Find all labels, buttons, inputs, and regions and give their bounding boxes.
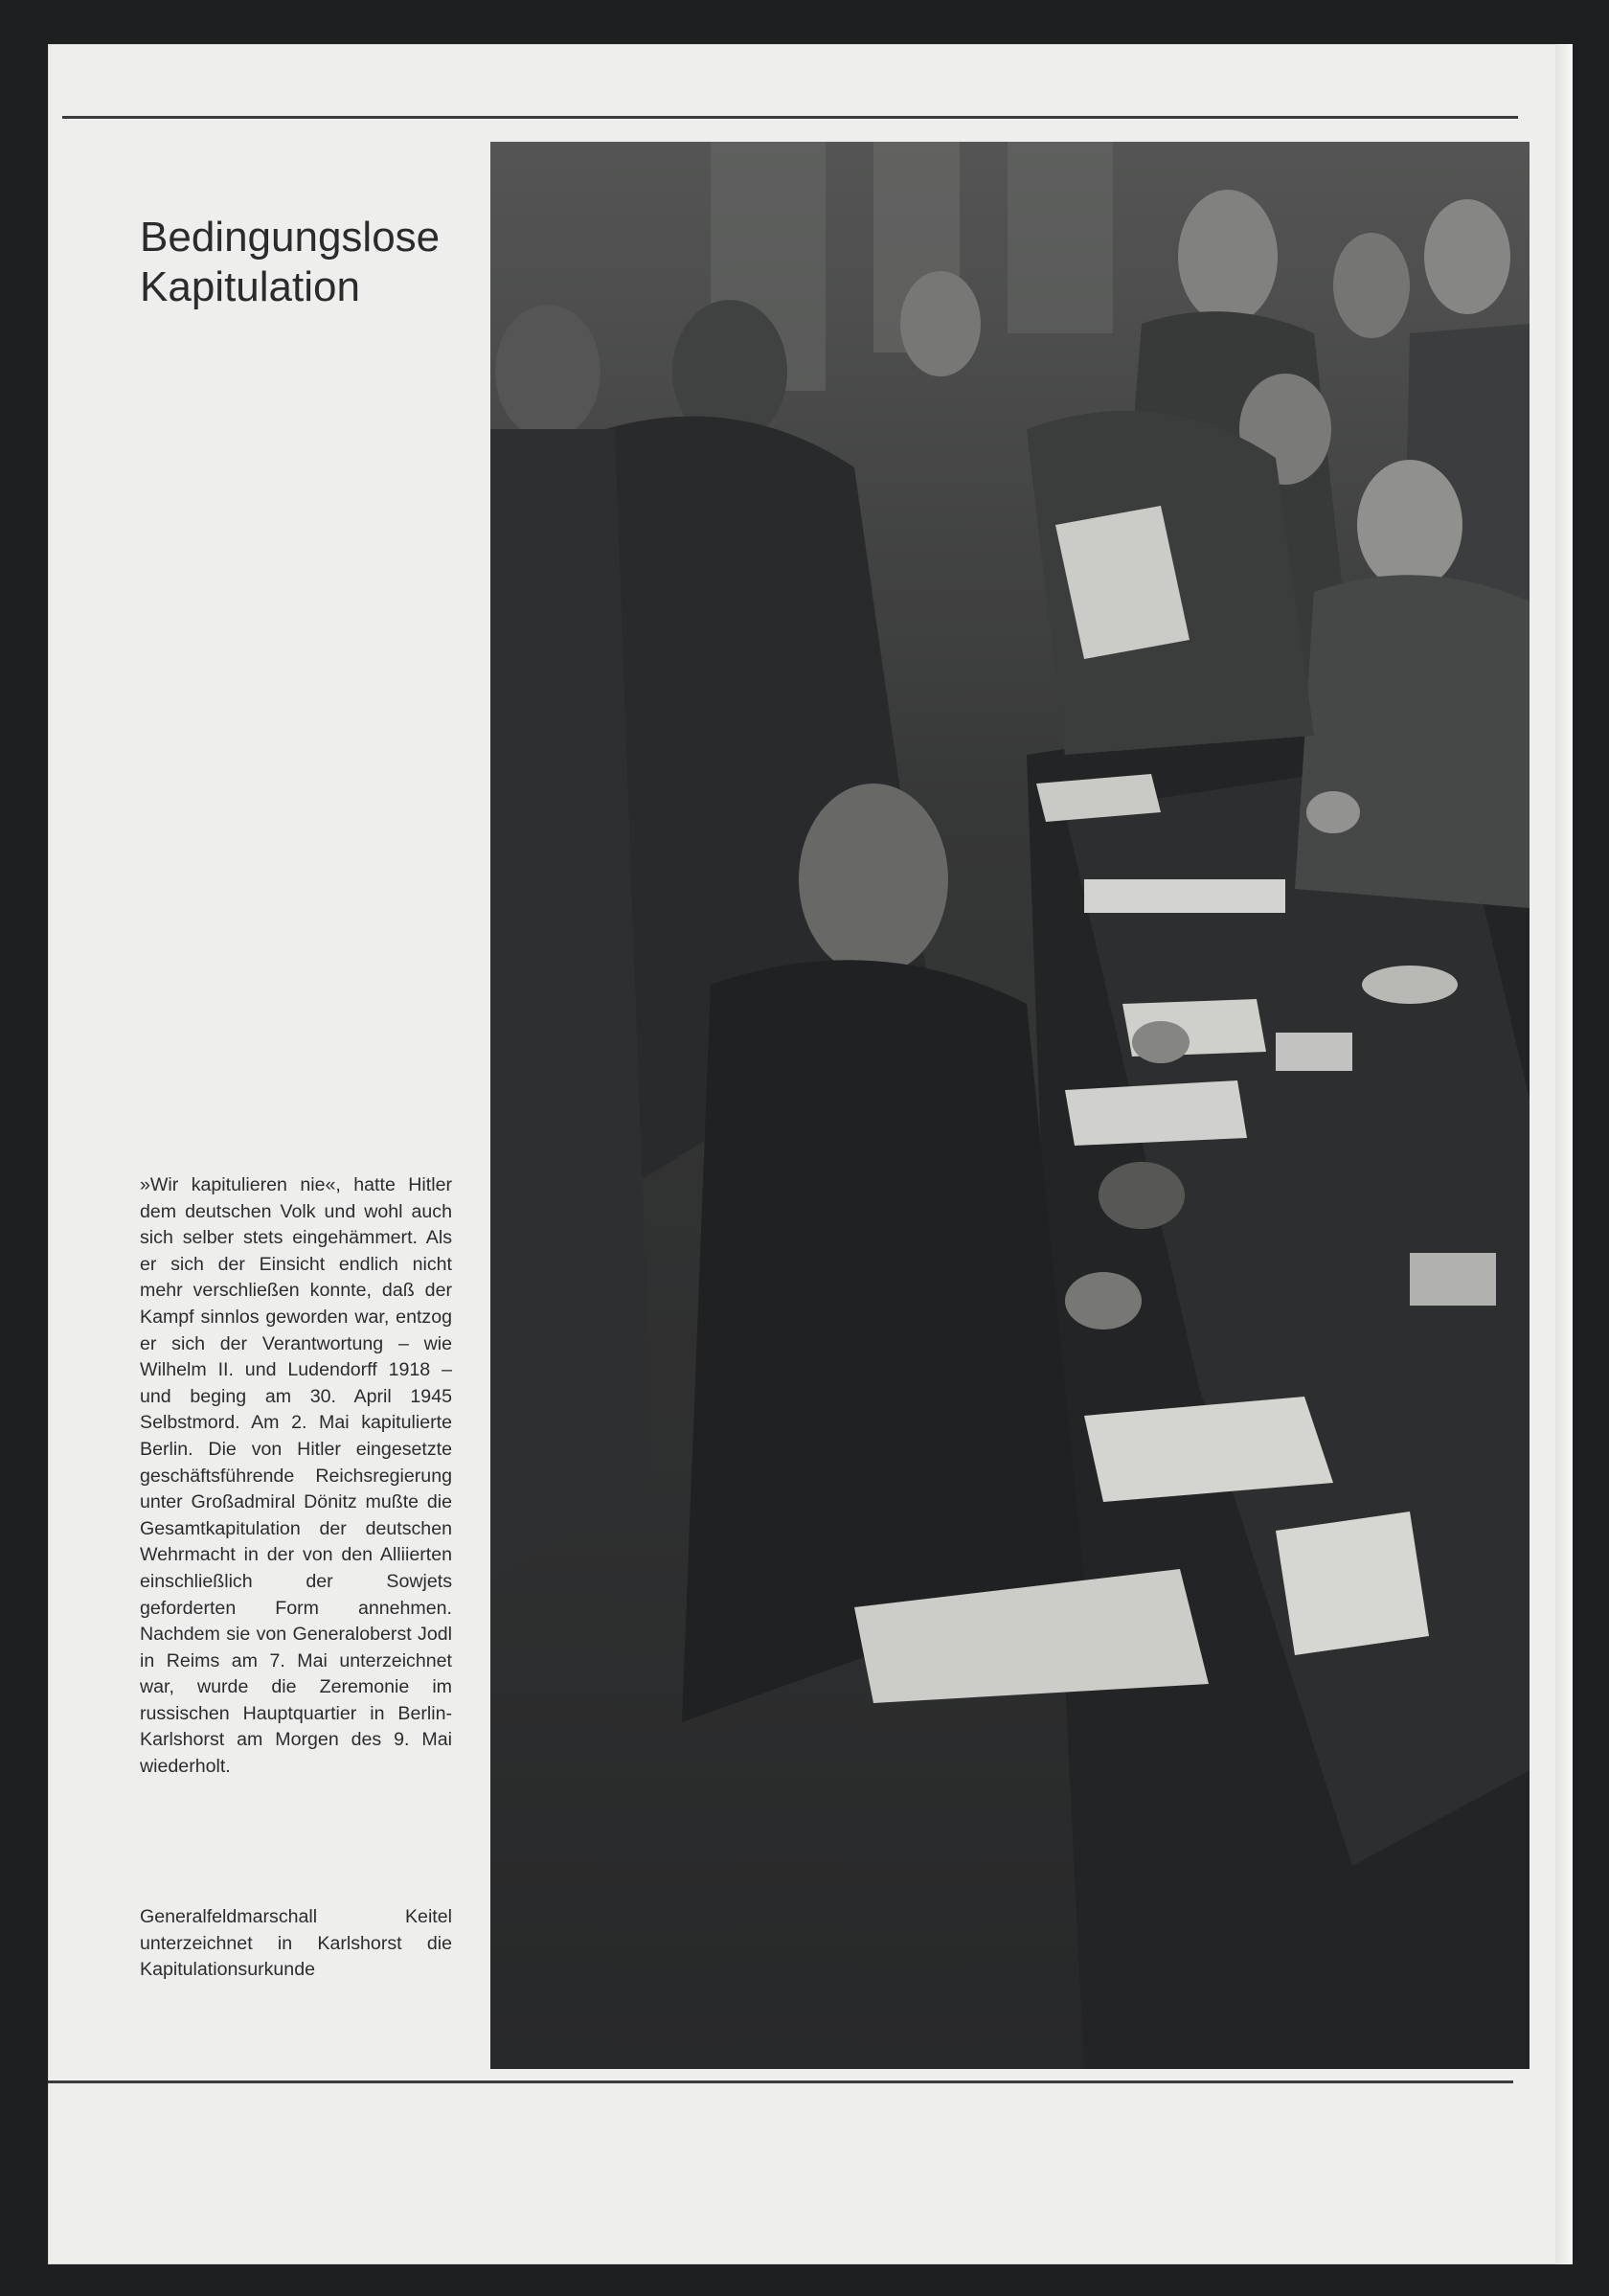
body-text: »Wir kapitulieren nie«, hatte Hitler dem deutschen Volk und wohl auch sich selber stets eingehämmert. Als er sich der Einsicht endlich nicht mehr verschließen konnte, daß der Kampf sinnlos geworden war, entzog er sich der Verantwortung – wie Wilhelm II. und Ludendorff 1918 – und beging am 30. April 1945 Selbstmord. Am 2. Mai kapitulierte Berlin. Die von Hitler eingesetzte geschäftsführende Reichsregierung unter Großadmiral Dönitz mußte die Gesamtkapitulation der deutschen Wehrmacht in der von den Alliierten einschließlich der Sowjets geforderten Form annehmen. Nachdem sie von Generaloberst Jodl in Reims am 7. Mai unterzeichnet war, wurde die Zeremonie im russischen Hauptquartier in Berlin-Karlshorst am Morgen des 9. Mai wiederholt. bbox=[140, 1174, 452, 1778]
page-edge bbox=[1555, 44, 1573, 2264]
title-line-2: Kapitulation bbox=[140, 263, 360, 310]
top-rule bbox=[62, 116, 1518, 119]
title-line-1: Bedingungslose bbox=[140, 214, 441, 261]
page-title bbox=[140, 213, 504, 312]
photo-caption: Generalfeldmarschall Keitel unterzeichnet in Karlshorst die Kapitulationsurkunde bbox=[140, 1906, 452, 1981]
bottom-rule bbox=[48, 2080, 1513, 2083]
photograph-icon bbox=[490, 142, 1530, 2069]
photograph bbox=[490, 142, 1530, 2069]
